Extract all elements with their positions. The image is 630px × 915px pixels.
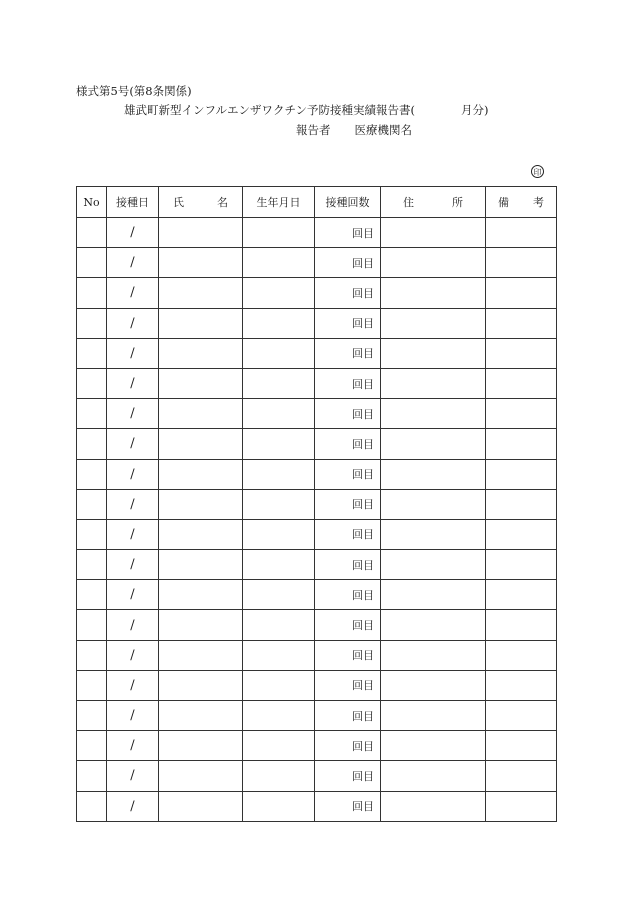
document-title: [124, 103, 488, 117]
count-cell: 回目: [315, 399, 381, 429]
address-cell: [381, 640, 486, 670]
no-cell: [77, 610, 107, 640]
reporter-line: [296, 123, 412, 137]
table-row: [77, 399, 557, 429]
notes-cell: [486, 550, 557, 580]
table-row: [77, 791, 557, 821]
table-row: [77, 338, 557, 368]
no-cell: [77, 489, 107, 519]
notes-cell: [486, 368, 557, 398]
no-cell: [77, 338, 107, 368]
dob-cell: [243, 580, 315, 610]
table-row: [77, 670, 557, 700]
name-cell: [159, 519, 243, 549]
notes-cell: [486, 610, 557, 640]
notes-cell: [486, 399, 557, 429]
no-cell: [77, 580, 107, 610]
notes-cell: [486, 308, 557, 338]
count-cell: 回目: [315, 640, 381, 670]
notes-cell: [486, 580, 557, 610]
col-header-address: [381, 187, 486, 218]
notes-cell: [486, 278, 557, 308]
dob-cell: [243, 368, 315, 398]
date-cell: /: [107, 459, 159, 489]
col-header-notes-part: 考: [533, 196, 544, 209]
notes-cell: [486, 489, 557, 519]
no-cell: [77, 640, 107, 670]
name-cell: [159, 761, 243, 791]
title-month: 月分): [460, 103, 489, 117]
count-cell: 回目: [315, 368, 381, 398]
no-cell: [77, 519, 107, 549]
col-header-name: [159, 187, 243, 218]
no-cell: [77, 550, 107, 580]
col-header-notes: [486, 187, 557, 218]
col-header-address-part: 所: [452, 196, 463, 209]
name-cell: [159, 670, 243, 700]
name-cell: [159, 459, 243, 489]
address-cell: [381, 761, 486, 791]
count-cell: 回目: [315, 791, 381, 821]
dob-cell: [243, 278, 315, 308]
address-cell: [381, 580, 486, 610]
report-table: [76, 186, 557, 822]
institution-label: 医療機関名: [354, 123, 412, 137]
address-cell: [381, 670, 486, 700]
name-cell: [159, 731, 243, 761]
table-row: [77, 308, 557, 338]
notes-cell: [486, 248, 557, 278]
no-cell: [77, 429, 107, 459]
name-cell: [159, 368, 243, 398]
count-cell: 回目: [315, 610, 381, 640]
count-cell: 回目: [315, 701, 381, 731]
no-cell: [77, 308, 107, 338]
notes-cell: [486, 338, 557, 368]
name-cell: [159, 278, 243, 308]
date-cell: /: [107, 731, 159, 761]
count-cell: 回目: [315, 519, 381, 549]
dob-cell: [243, 399, 315, 429]
name-cell: [159, 550, 243, 580]
notes-cell: [486, 731, 557, 761]
table-row: [77, 218, 557, 248]
date-cell: /: [107, 399, 159, 429]
dob-cell: [243, 610, 315, 640]
dob-cell: [243, 761, 315, 791]
name-cell: [159, 791, 243, 821]
date-cell: /: [107, 701, 159, 731]
table-row: [77, 550, 557, 580]
notes-cell: [486, 670, 557, 700]
table-row: [77, 489, 557, 519]
name-cell: [159, 610, 243, 640]
dob-cell: [243, 519, 315, 549]
date-cell: /: [107, 610, 159, 640]
date-cell: /: [107, 761, 159, 791]
no-cell: [77, 399, 107, 429]
name-cell: [159, 308, 243, 338]
notes-cell: [486, 640, 557, 670]
header-row: [77, 187, 557, 218]
notes-cell: [486, 519, 557, 549]
notes-cell: [486, 701, 557, 731]
count-cell: 回目: [315, 670, 381, 700]
count-cell: 回目: [315, 218, 381, 248]
col-header-address-part: 住: [403, 196, 414, 209]
table-row: [77, 459, 557, 489]
no-cell: [77, 791, 107, 821]
address-cell: [381, 248, 486, 278]
dob-cell: [243, 731, 315, 761]
no-cell: [77, 670, 107, 700]
table-row: [77, 761, 557, 791]
no-cell: [77, 248, 107, 278]
date-cell: /: [107, 308, 159, 338]
count-cell: 回目: [315, 248, 381, 278]
count-cell: 回目: [315, 580, 381, 610]
notes-cell: [486, 459, 557, 489]
name-cell: [159, 701, 243, 731]
dob-cell: [243, 550, 315, 580]
table-row: [77, 580, 557, 610]
no-cell: [77, 368, 107, 398]
date-cell: /: [107, 368, 159, 398]
table-row: [77, 429, 557, 459]
table-row: [77, 610, 557, 640]
count-cell: 回目: [315, 550, 381, 580]
table-row: [77, 701, 557, 731]
title-text: 雄武町新型インフルエンザワクチン予防接種実績報告書(: [124, 103, 415, 117]
col-header-name-part: 氏: [173, 196, 184, 209]
address-cell: [381, 429, 486, 459]
dob-cell: [243, 429, 315, 459]
seal-icon: 印: [531, 165, 544, 178]
table-row: [77, 519, 557, 549]
col-header-dob: 生年月日: [243, 187, 315, 218]
address-cell: [381, 308, 486, 338]
address-cell: [381, 459, 486, 489]
date-cell: /: [107, 519, 159, 549]
dob-cell: [243, 248, 315, 278]
count-cell: 回目: [315, 429, 381, 459]
date-cell: /: [107, 489, 159, 519]
col-header-date: 接種日: [107, 187, 159, 218]
notes-cell: [486, 429, 557, 459]
count-cell: 回目: [315, 731, 381, 761]
col-header-name-part: 名: [217, 196, 228, 209]
table-row: [77, 248, 557, 278]
dob-cell: [243, 459, 315, 489]
address-cell: [381, 519, 486, 549]
date-cell: /: [107, 640, 159, 670]
count-cell: 回目: [315, 308, 381, 338]
name-cell: [159, 218, 243, 248]
notes-cell: [486, 761, 557, 791]
date-cell: /: [107, 429, 159, 459]
address-cell: [381, 489, 486, 519]
no-cell: [77, 731, 107, 761]
no-cell: [77, 218, 107, 248]
form-number: 様式第5号(第8条関係): [76, 84, 192, 98]
table-row: [77, 640, 557, 670]
date-cell: /: [107, 670, 159, 700]
address-cell: [381, 550, 486, 580]
no-cell: [77, 701, 107, 731]
col-header-count: 接種回数: [315, 187, 381, 218]
dob-cell: [243, 701, 315, 731]
table-row: [77, 731, 557, 761]
notes-cell: [486, 218, 557, 248]
no-cell: [77, 761, 107, 791]
date-cell: /: [107, 218, 159, 248]
address-cell: [381, 278, 486, 308]
name-cell: [159, 640, 243, 670]
address-cell: [381, 338, 486, 368]
date-cell: /: [107, 338, 159, 368]
count-cell: 回目: [315, 761, 381, 791]
address-cell: [381, 399, 486, 429]
dob-cell: [243, 338, 315, 368]
date-cell: /: [107, 791, 159, 821]
name-cell: [159, 489, 243, 519]
address-cell: [381, 731, 486, 761]
col-header-notes-part: 備: [498, 196, 509, 209]
date-cell: /: [107, 278, 159, 308]
table-row: [77, 368, 557, 398]
count-cell: 回目: [315, 489, 381, 519]
dob-cell: [243, 308, 315, 338]
address-cell: [381, 701, 486, 731]
name-cell: [159, 338, 243, 368]
count-cell: 回目: [315, 459, 381, 489]
name-cell: [159, 399, 243, 429]
table-row: [77, 278, 557, 308]
col-header-no: No: [77, 187, 107, 218]
address-cell: [381, 368, 486, 398]
name-cell: [159, 429, 243, 459]
address-cell: [381, 610, 486, 640]
no-cell: [77, 278, 107, 308]
address-cell: [381, 791, 486, 821]
date-cell: /: [107, 580, 159, 610]
reporter-label: 報告者: [296, 123, 331, 137]
dob-cell: [243, 791, 315, 821]
notes-cell: [486, 791, 557, 821]
dob-cell: [243, 640, 315, 670]
address-cell: [381, 218, 486, 248]
dob-cell: [243, 670, 315, 700]
date-cell: /: [107, 550, 159, 580]
dob-cell: [243, 489, 315, 519]
count-cell: 回目: [315, 338, 381, 368]
name-cell: [159, 248, 243, 278]
dob-cell: [243, 218, 315, 248]
date-cell: /: [107, 248, 159, 278]
count-cell: 回目: [315, 278, 381, 308]
no-cell: [77, 459, 107, 489]
name-cell: [159, 580, 243, 610]
